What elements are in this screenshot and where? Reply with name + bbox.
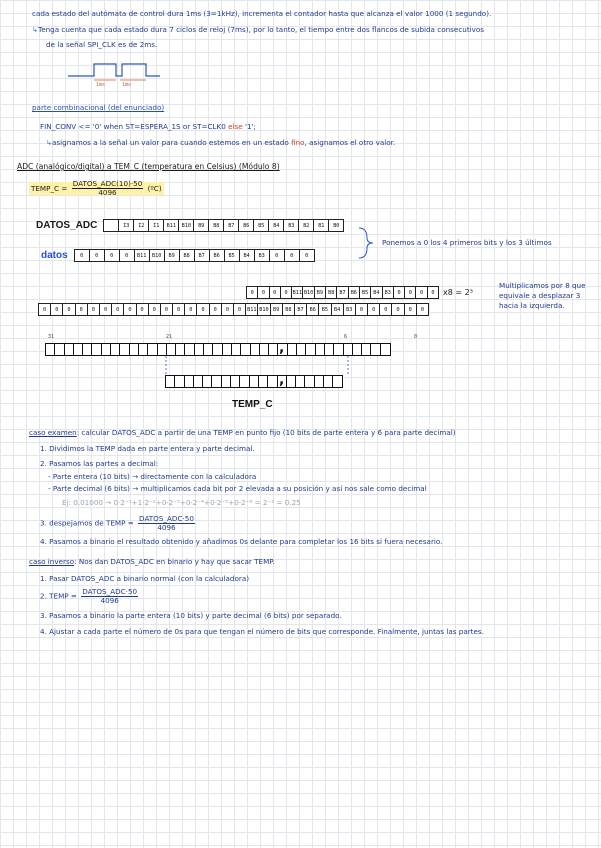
bit-cell: B4 <box>331 303 344 316</box>
intro-line-2: ↳Tenga cuenta que cada estado dura 7 ciclos de reloj (7ms), por lo tanto, el tiempo entre dos flancos de subida consecutivos <box>32 25 485 34</box>
brace <box>355 226 385 260</box>
bit-cell: 0 <box>379 303 392 316</box>
bit-cell: B7 <box>194 249 210 262</box>
bit-cell: 0 <box>74 249 90 262</box>
bit-cell: B9 <box>270 303 283 316</box>
ejemplo-step-2: 2. Pasamos las partes a decimal: <box>40 459 159 468</box>
inverso-step-3: 3. Pasamos a binario la parte entera (10 bits) y parte decimal (6 bits) por separado. <box>40 611 342 620</box>
bit-cell: 0 <box>427 286 439 299</box>
idx-31: 31 <box>48 334 55 340</box>
inverso-title: caso inverso: Nos dan DATOS_ADC en binario y hay que sacar TEMP. <box>29 557 275 566</box>
bit-cell: B11 <box>163 219 179 232</box>
bit-cell: B6 <box>306 303 319 316</box>
row-before-shift <box>246 286 473 299</box>
adc-formula: TEMP_C = $\frac{\text{DATOS\_ADC(10)·50}}{4096}$ (ºC) <box>31 179 162 197</box>
strip-bit <box>380 343 391 356</box>
datos-cells <box>74 249 314 262</box>
wave-label-2: 1ms <box>122 82 132 88</box>
tempc-label: TEMP_C <box>232 399 273 410</box>
bit-cell: 0 <box>104 249 120 262</box>
bit-cell: B6 <box>209 249 225 262</box>
bit-cell: B7 <box>294 303 307 316</box>
intro-line-3: de la señal SPI_CLK es de 2ms. <box>46 40 158 49</box>
bit-cell: B5 <box>224 249 240 262</box>
bit-cell: B5 <box>253 219 269 232</box>
bit-cell: 0 <box>119 249 135 262</box>
bit-cell: B4 <box>239 249 255 262</box>
bit-cell: 0 <box>62 303 75 316</box>
adc-title: ADC (analógico/digital) a TEM_C (temperatura en Celsius) (Módulo 8) <box>17 162 280 171</box>
clock-waveform <box>64 56 164 92</box>
datos-row <box>41 249 314 262</box>
bit-cell: B6 <box>238 219 254 232</box>
bit-cell: 0 <box>89 249 105 262</box>
bit-cell: B9 <box>164 249 180 262</box>
bit-cell: 0 <box>367 303 380 316</box>
comma-mark-2: , <box>279 372 285 388</box>
note-zeros: Ponemos a 0 los 4 primeros bits y los 3 últimos <box>382 238 552 247</box>
bit-cell: B1 <box>313 219 329 232</box>
bit-cell: 0 <box>269 286 281 299</box>
bit-cell: B10 <box>178 219 194 232</box>
x8-label: x8 = 2³ <box>443 288 473 297</box>
bit-cell: B6 <box>348 286 360 299</box>
datos-adc-row <box>36 219 343 232</box>
bit-cell: 0 <box>269 249 285 262</box>
datos-adc-label: DATOS_ADC <box>36 220 98 231</box>
bit-cell: I2 <box>133 219 149 232</box>
bit-cell: B3 <box>382 286 394 299</box>
bit-strip-32 <box>45 340 389 356</box>
inverso-step-4: 4. Ajustar a cada parte el número de 0s para que tengan el número de bits que corresponde. Finalmente, juntas las partes. <box>40 627 484 636</box>
bit-cell: 0 <box>299 249 315 262</box>
wave-label-1: 1ms <box>96 82 106 88</box>
bit-cell: B7 <box>336 286 348 299</box>
bit-cell: B4 <box>370 286 382 299</box>
bit-cell: 0 <box>221 303 234 316</box>
inverso-step-1: 1. Pasar DATOS_ADC a binario normal (con la calculadora) <box>40 574 250 583</box>
comb-note: ↳asignamos a la señal un valor para cuando estemos en un estado fino, asignamos el otro valor. <box>46 138 396 147</box>
comb-expression: FIN_CONV <= '0' when ST=ESPERA_1S or ST=CLK0 else '1'; <box>40 122 256 131</box>
bit-cell: 0 <box>99 303 112 316</box>
row-after-shift <box>38 303 428 316</box>
bit-cell: 0 <box>196 303 209 316</box>
bit-cell: 0 <box>391 303 404 316</box>
bit-cell: B11 <box>245 303 258 316</box>
bit-cell: 0 <box>404 286 416 299</box>
inverso-step-2: 2. TEMP = $\frac{\text{DATOS\_ADC·50}}{4096}$ <box>40 587 138 605</box>
bit-cell: 0 <box>257 286 269 299</box>
comb-title: parte combinacional (del enunciado) <box>32 103 165 112</box>
row-4-cells <box>38 303 428 316</box>
bit-cell: B8 <box>325 286 337 299</box>
bit-cell: 0 <box>75 303 88 316</box>
bit-cell: 0 <box>184 303 197 316</box>
bit-cell: B9 <box>314 286 326 299</box>
bit-cell: B10 <box>257 303 270 316</box>
idx-21: 21 <box>166 334 173 340</box>
bit-cell: 0 <box>38 303 51 316</box>
bit-cell: 0 <box>284 249 300 262</box>
ejemplo-step-1: 1. Dividimos la TEMP dada en parte entera y parte decimal. <box>40 444 255 453</box>
bit-cell: B4 <box>268 219 284 232</box>
bit-cell: B0 <box>328 219 344 232</box>
datos-label: datos <box>41 250 68 261</box>
bit-cell: 0 <box>404 303 417 316</box>
intro-line-1: cada estado del autómata de control dura 1ms (3=1kHz), incrementa el contador hasta que alcanza el valor 1000 (1 segundo). <box>32 9 492 18</box>
bit-cell: 0 <box>209 303 222 316</box>
bit-cell: 0 <box>416 303 429 316</box>
strip-bit <box>332 375 343 388</box>
bit-cell: B7 <box>223 219 239 232</box>
ejemplo-title: caso examen: calcular DATOS_ADC a partir de una TEMP en punto fijo (10 bits de parte entera y 6 para parte decimal) <box>29 428 456 437</box>
note-mult: Multiplicamos por 8 que equivale a desplazar 3 hacia la izquierda. <box>499 281 586 310</box>
bit-cell: 0 <box>233 303 246 316</box>
bit-cell: B3 <box>283 219 299 232</box>
bit-cell: 0 <box>280 286 292 299</box>
bit-cell: B3 <box>343 303 356 316</box>
bit-cell: 0 <box>123 303 136 316</box>
bit-cell: 0 <box>172 303 185 316</box>
bit-cell: B10 <box>302 286 314 299</box>
bit-cell: B8 <box>208 219 224 232</box>
bit-cell: 0 <box>50 303 63 316</box>
bit-cell: 0 <box>136 303 149 316</box>
bit-cell: 0 <box>355 303 368 316</box>
ejemplo-step-4: 4. Pasamos a binario el resultado obtenido y añadimos 0s delante para completar los 16 bits si fuera necesario. <box>40 537 443 546</box>
bit-cell: 0 <box>246 286 258 299</box>
ejemplo-step-3: 3. despejamos de TEMP = $\frac{\text{DATOS\_ADC·50}}{4096}$ <box>40 514 194 532</box>
datos-adc-cells <box>103 219 343 232</box>
bit-cell: I3 <box>118 219 134 232</box>
bit-cell: I1 <box>148 219 164 232</box>
bit-cell: B8 <box>282 303 295 316</box>
bit-cell: B11 <box>291 286 303 299</box>
bit-cell <box>103 219 119 232</box>
idx-0: 0 <box>414 334 418 340</box>
bit-cell: B9 <box>193 219 209 232</box>
bit-cell: B3 <box>254 249 270 262</box>
bit-cell: B5 <box>318 303 331 316</box>
ejemplo-step-2a: - Parte entera (10 bits) → directamente con la calculadora <box>48 472 257 481</box>
bit-cell: 0 <box>111 303 124 316</box>
idx-6: 6 <box>344 334 348 340</box>
bit-cell: B11 <box>134 249 150 262</box>
dashed-guides <box>160 356 360 376</box>
bit-cell: 0 <box>87 303 100 316</box>
ejemplo-step-2c: Ej: 0.01000 → 0·2⁻¹+1·2⁻²+0·2⁻³+0·2⁻⁴+0·2⁻⁵+0·2⁻⁶ = 2⁻² = 0.25 <box>62 498 301 507</box>
bit-cell: 0 <box>148 303 161 316</box>
bit-cell: B2 <box>298 219 314 232</box>
row-3-cells <box>246 286 438 299</box>
bit-cell: B10 <box>149 249 165 262</box>
bit-cell: B5 <box>359 286 371 299</box>
ejemplo-step-2b: - Parte decimal (6 bits) → multiplicamos cada bit por 2 elevada a su posición y así nos sale como decimal <box>48 484 427 493</box>
bit-cell: B8 <box>179 249 195 262</box>
bit-strip-16 <box>165 372 342 388</box>
bit-cell: 0 <box>160 303 173 316</box>
comma-mark: , <box>279 340 285 356</box>
bit-cell: 0 <box>415 286 427 299</box>
bit-cell: 0 <box>393 286 405 299</box>
